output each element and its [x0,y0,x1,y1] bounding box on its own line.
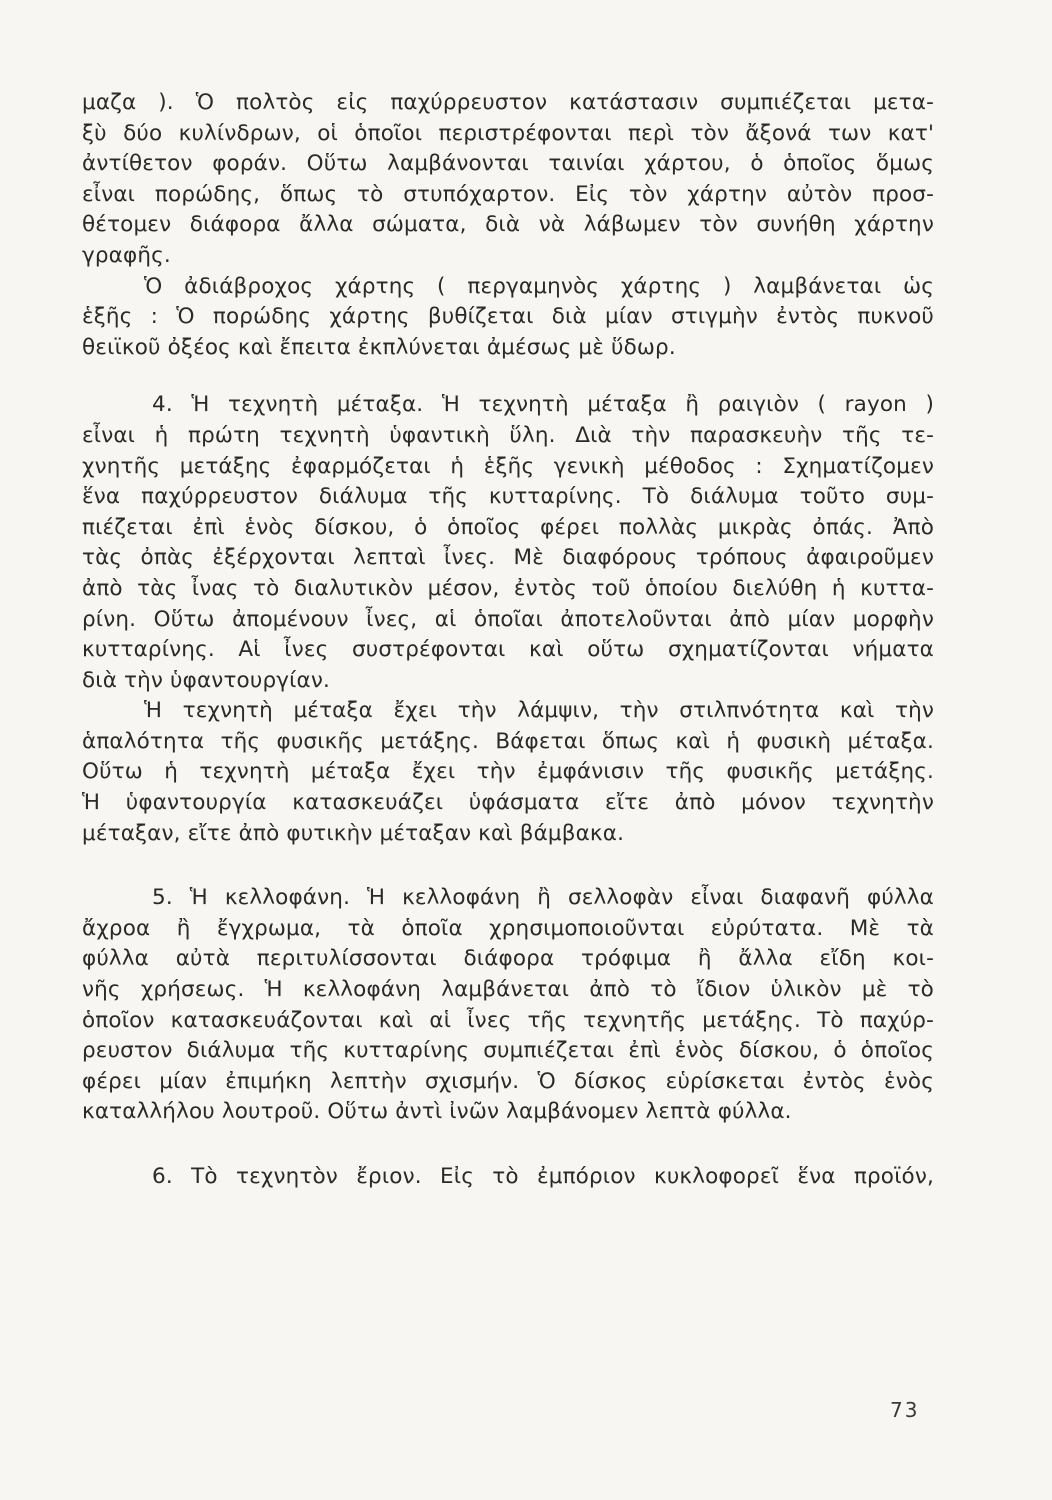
page-number: 73 [890,1398,920,1422]
section-heading-artificial-wool: 6. Τὸ τεχνητὸν ἔριον. Εἰς τὸ ἐμπόριον κυκλοφορεῖ ἕνα προϊόν, [152,1164,934,1189]
text-line: ἀντίθετον φοράν. Οὕτω λαμβάνονται ταινίαι χάρτου, ὁ ὁποῖος ὅμως [82,151,934,177]
text-line: ρίνη. Οὕτω ἀπομένουν ἶνες, αἱ ὁποῖαι ἀποτελοῦνται ἀπὸ μίαν μορφὴν [82,606,934,632]
text-line: φέρει μίαν ἐπιμήκη λεπτὴν σχισμήν. Ὁ δίσκος εὑρίσκεται ἐντὸς ἑνὸς [82,1068,934,1094]
text-line: ξὺ δύο κυλίνδρων, οἱ ὁποῖοι περιστρέφονται περὶ τὸν ἄξονά των κατ' [82,120,934,146]
text-line: Ἡ τεχνητὴ μέταξα ἔχει τὴν λάμψιν, τὴν στιλπνότητα καὶ τὴν [144,698,934,724]
text-line: Οὕτω ἡ τεχνητὴ μέταξα ἔχει τὴν ἐμφάνισιν τῆς φυσικῆς μετάξης. [82,759,934,785]
text-line: ἑξῆς : Ὁ πορώδης χάρτης βυθίζεται διὰ μίαν στιγμὴν ἐντὸς πυκνοῦ [82,304,934,330]
text-line: Ἡ ὑφαντουργία κατασκευάζει ὑφάσματα εἴτε ἀπὸ μόνον τεχνητὴν [82,790,934,816]
text-line: γραφῆς. [82,242,171,268]
text-line: διὰ τὴν ὑφαντουργίαν. [82,667,331,693]
section-heading-cellophane: 5. Ἡ κελλοφάνη. Ἡ κελλοφάνη ἢ σελλοφὰν εἶναι διαφανῆ φύλλα [152,885,934,911]
text-line: Ὁ ἀδιάβροχος χάρτης ( περγαμηνὸς χάρτης ) λαμβάνεται ὡς [144,273,934,299]
text-line: ρευστον διάλυμα τῆς κυτταρίνης συμπιέζεται ἐπὶ ἑνὸς δίσκου, ὁ ὁποῖος [82,1038,934,1064]
text-line: ὁποῖον κατασκευάζονται καὶ αἱ ἶνες τῆς τεχνητῆς μετάξης. Τὸ παχύρ- [82,1007,934,1033]
text-line: εἶναι πορώδης, ὅπως τὸ στυπόχαρτον. Εἰς τὸν χάρτην αὐτὸν προσ- [82,181,934,207]
text-line: κυτταρίνης. Αἱ ἶνες συστρέφονται καὶ οὕτω σχηματίζονται νήματα [82,637,934,663]
page-body [82,88,934,1193]
text-line: εἶναι ἡ πρώτη τεχνητὴ ὑφαντικὴ ὕλη. Διὰ τὴν παρασκευὴν τῆς τε- [82,422,934,448]
text-line: θειϊκοῦ ὀξέος καὶ ἔπειτα ἐκπλύνεται ἀμέσως μὲ ὕδωρ. [82,334,676,360]
text-line: ἄχροα ἢ ἔγχρωμα, τὰ ὁποῖα χρησιμοποιοῦνται εὐρύτατα. Μὲ τὰ [82,915,934,941]
section-heading-artificial-silk: 4. Ἡ τεχνητὴ μέταξα. Ἡ τεχνητὴ μέταξα ἢ ραιγιὸν ( rayon ) [152,392,934,418]
text-line: χνητῆς μετάξης ἐφαρμόζεται ἡ ἑξῆς γενικὴ μέθοδος : Σχηματίζομεν [82,453,934,479]
text-line: ἁπαλότητα τῆς φυσικῆς μετάξης. Βάφεται ὅπως καὶ ἡ φυσικὴ μέταξα. [82,728,934,754]
text-line: καταλλήλου λουτροῦ. Οὕτω ἀντὶ ἰνῶν λαμβάνομεν λεπτὰ φύλλα. [82,1099,792,1125]
text-line: νῆς χρήσεως. Ἡ κελλοφάνη λαμβάνεται ἀπὸ τὸ ἴδιον ὑλικὸν μὲ τὸ [82,977,934,1003]
text-line: φύλλα αὐτὰ περιτυλίσσονται διάφορα τρόφιμα ἢ ἄλλα εἴδη κοι- [82,946,934,972]
text-line: μέταξαν, εἴτε ἀπὸ φυτικὴν μέταξαν καὶ βάμβακα. [82,820,625,846]
text-line: θέτομεν διάφορα ἄλλα σώματα, διὰ νὰ λάβωμεν τὸν συνήθη χάρτην [82,212,934,238]
text-line: μαζα ). Ὁ πολτὸς εἰς παχύρρευστον κατάστασιν συμπιέζεται μετα- [82,90,934,115]
text-line: ἕνα παχύρρευστον διάλυμα τῆς κυτταρίνης. Τὸ διάλυμα τοῦτο συμ- [82,484,934,510]
text-line: ἀπὸ τὰς ἶνας τὸ διαλυτικὸν μέσον, ἐντὸς τοῦ ὁποίου διελύθη ἡ κυττα- [82,575,934,601]
text-line: τὰς ὀπὰς ἐξέρχονται λεπταὶ ἶνες. Μὲ διαφόρους τρόπους ἀφαιροῦμεν [82,545,934,571]
text-line: πιέζεται ἐπὶ ἑνὸς δίσκου, ὁ ὁποῖος φέρει πολλὰς μικρὰς ὀπάς. Ἀπὸ [82,514,934,540]
